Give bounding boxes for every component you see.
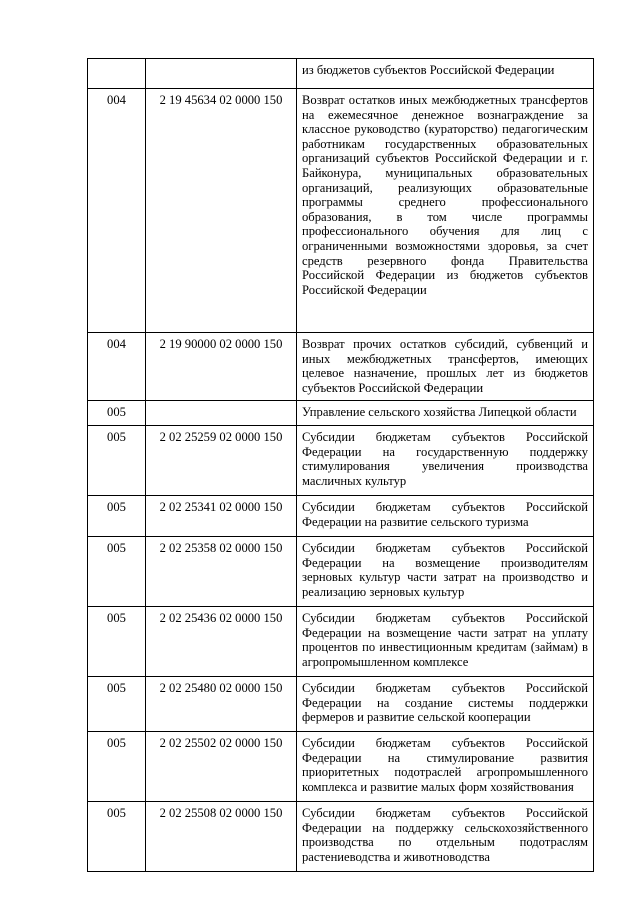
description-cell: Возврат прочих остатков субсидий, субвенций и иных межбюджетных трансфертов, имеющих целевое назначение, прошлых лет из бюджетов субъектов Российской Федерации xyxy=(297,333,594,401)
description-cell: Управление сельского хозяйства Липецкой области xyxy=(297,401,594,426)
table-row xyxy=(88,676,594,731)
kbk-code-cell: 2 19 45634 02 0000 150 xyxy=(146,89,297,333)
description-cell: Субсидии бюджетам субъектов Российской Федерации на создание системы поддержки фермеров и развитие сельской кооперации xyxy=(297,676,594,731)
description-cell: Субсидии бюджетам субъектов Российской Федерации на возмещение части затрат на уплату процентов по инвестиционным кредитам (займам) в агропромышленном комплексе xyxy=(297,606,594,676)
admin-code-cell: 005 xyxy=(88,731,146,801)
table-row xyxy=(88,333,594,401)
kbk-code-cell: 2 02 25259 02 0000 150 xyxy=(146,425,297,495)
description-cell: Возврат остатков иных межбюджетных трансфертов на ежемесячное денежное вознаграждение за классное руководство (кураторство) педагогическим работникам государственных образовательных организаций субъектов Российской Федерации и г. Байконура, муниципальных образовательных организаций, реализующих образовательные программы среднего профессионального образования, в том числе программы профессионального обучения для лиц с ограниченными возможностями здоровья, за счет средств резервного фонда Правительства Российской Федерации из бюджетов субъектов Российской Федерации xyxy=(297,89,594,333)
table-row xyxy=(88,801,594,871)
admin-code-cell: 005 xyxy=(88,606,146,676)
table-row xyxy=(88,536,594,606)
description-cell: из бюджетов субъектов Российской Федерации xyxy=(297,59,594,89)
admin-code-cell: 005 xyxy=(88,401,146,426)
table-row xyxy=(88,495,594,536)
table-row xyxy=(88,59,594,89)
kbk-code-cell: 2 02 25480 02 0000 150 xyxy=(146,676,297,731)
admin-code-cell: 005 xyxy=(88,495,146,536)
kbk-code-cell: 2 19 90000 02 0000 150 xyxy=(146,333,297,401)
description-cell: Субсидии бюджетам субъектов Российской Федерации на развитие сельского туризма xyxy=(297,495,594,536)
description-cell: Субсидии бюджетам субъектов Российской Федерации на поддержку сельскохозяйственного производства по отдельным подотраслям растениеводства и животноводства xyxy=(297,801,594,871)
admin-code-cell: 005 xyxy=(88,536,146,606)
kbk-code-cell xyxy=(146,59,297,89)
admin-code-cell xyxy=(88,59,146,89)
kbk-code-cell: 2 02 25508 02 0000 150 xyxy=(146,801,297,871)
kbk-code-cell: 2 02 25341 02 0000 150 xyxy=(146,495,297,536)
description-cell: Субсидии бюджетам субъектов Российской Федерации на государственную поддержку стимулирования увеличения производства масличных культур xyxy=(297,425,594,495)
table-row xyxy=(88,425,594,495)
admin-code-cell: 005 xyxy=(88,801,146,871)
table-row xyxy=(88,89,594,333)
kbk-code-cell: 2 02 25358 02 0000 150 xyxy=(146,536,297,606)
description-cell: Субсидии бюджетам субъектов Российской Федерации на стимулирование развития приоритетных подотраслей агропромышленного комплекса и развитие малых форм хозяйствования xyxy=(297,731,594,801)
budget-classification-table xyxy=(87,58,594,872)
admin-code-cell: 005 xyxy=(88,676,146,731)
kbk-code-cell xyxy=(146,401,297,426)
admin-code-cell: 004 xyxy=(88,89,146,333)
kbk-code-cell: 2 02 25436 02 0000 150 xyxy=(146,606,297,676)
admin-code-cell: 004 xyxy=(88,333,146,401)
table-row xyxy=(88,606,594,676)
description-cell: Субсидии бюджетам субъектов Российской Федерации на возмещение производителям зерновых культур части затрат на производство и реализацию зерновых культур xyxy=(297,536,594,606)
table-row xyxy=(88,401,594,426)
kbk-code-cell: 2 02 25502 02 0000 150 xyxy=(146,731,297,801)
table-row xyxy=(88,731,594,801)
admin-code-cell: 005 xyxy=(88,425,146,495)
